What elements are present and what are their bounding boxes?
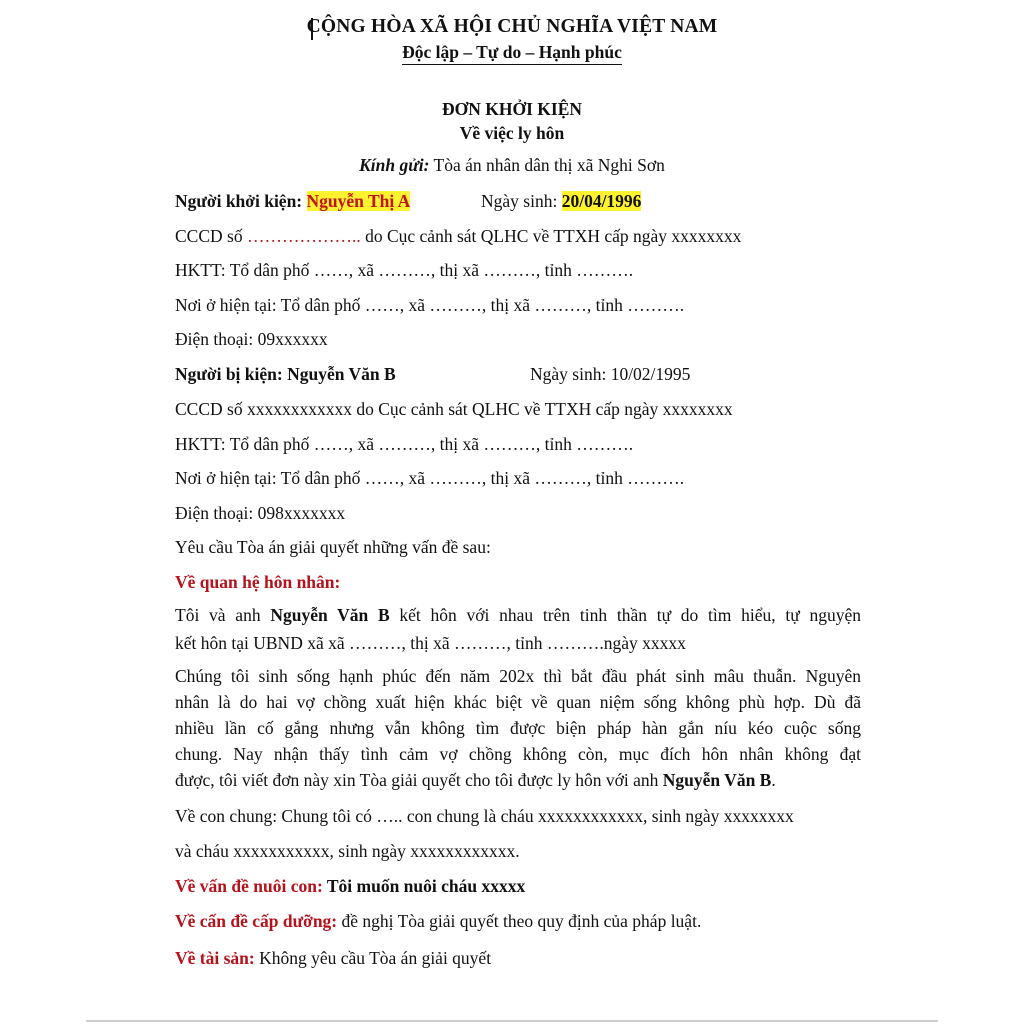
- marriage-heading: Về quan hệ hôn nhân:: [175, 572, 341, 592]
- plaintiff-line: [175, 190, 410, 212]
- marriage-p1-text-a: Tôi và anh: [175, 605, 271, 625]
- defendant-id-line: CCCD số xxxxxxxxxxxx do Cục cảnh sát QLHC về TTXH cấp ngày xxxxxxxx: [175, 399, 733, 419]
- defendant-phone: Điện thoại: 098xxxxxxx: [175, 503, 346, 523]
- support-heading: Về cấn đề cấp dưỡng:: [175, 911, 338, 931]
- plaintiff-id-line: [175, 225, 741, 247]
- marriage-p2-line1: Chúng tôi sinh sống hạnh phúc đến năm 202x thì bắt đầu phát sinh mâu thuẫn. Nguyên: [175, 666, 861, 686]
- property-heading: Về tài sản:: [175, 948, 255, 968]
- marriage-p2-line4: chung. Nay nhận thấy tình cảm vợ chồng không còn, mục đích hôn nhân không đạt: [175, 744, 861, 764]
- marriage-p1-line1: [175, 604, 861, 626]
- plaintiff-id-suffix: do Cục cảnh sát QLHC về TTXH cấp ngày xxxxxxxx: [360, 226, 742, 246]
- plaintiff-phone: Điện thoại: 09xxxxxx: [175, 329, 328, 349]
- property-line: [175, 947, 491, 969]
- marriage-p2-text-a: được, tôi viết đơn này xin Tòa giải quyết cho tôi được ly hôn với anh: [175, 770, 663, 790]
- custody-heading: Về vấn đề nuôi con:: [175, 876, 323, 896]
- page-bottom-rule: [86, 1020, 938, 1022]
- plaintiff-dob-value: 20/04/1996: [561, 191, 642, 211]
- children-line1: Về con chung: Chung tôi có ….. con chung là cháu xxxxxxxxxxxx, sinh ngày xxxxxxxx: [175, 806, 794, 826]
- property-value: Không yêu cầu Tòa án giải quyết: [254, 948, 492, 968]
- marriage-p1-line2: kết hôn tại UBND xã xã ………, thị xã ………, tỉnh ……….ngày xxxxx: [175, 633, 686, 653]
- marriage-p2-line2: nhân là do hai vợ chồng xuất hiện khác biệt về quan niệm sống không phù hợp. Dù đã: [175, 692, 861, 712]
- plaintiff-hktt: HKTT: Tổ dân phố ……, xã ………, thị xã ………, tỉnh ……….: [175, 260, 634, 280]
- plaintiff-name: Nguyễn Thị A: [306, 191, 411, 211]
- document-title: ĐƠN KHỞI KIỆN: [441, 99, 583, 119]
- national-header: CỘNG HÒA XÃ HỘI CHỦ NGHĨA VIỆT NAM: [306, 16, 718, 37]
- motto-text: Độc lập – Tự do – Hạnh phúc: [402, 41, 622, 65]
- plaintiff-dob-label: Ngày sinh:: [481, 191, 558, 211]
- recipient-value: Tòa án nhân dân thị xã Nghi Sơn: [433, 155, 665, 175]
- national-motto: [0, 41, 1024, 65]
- defendant-dob: Ngày sinh: 10/02/1995: [530, 364, 691, 384]
- document-subtitle: Về việc ly hôn: [459, 123, 565, 143]
- marriage-p2-line3: nhiều lần cố gắng nhưng vẫn không tìm được biện pháp hàn gắn níu kéo cuộc sống: [175, 718, 861, 738]
- defendant-hktt: HKTT: Tổ dân phố ……, xã ………, thị xã ………, tỉnh ……….: [175, 434, 634, 454]
- plaintiff-residence: Nơi ở hiện tại: Tổ dân phố ……, xã ………, thị xã ………, tỉnh ……….: [175, 295, 685, 315]
- custody-value: Tôi muốn nuôi cháu xxxxx: [322, 876, 526, 896]
- marriage-p2-text-c: .: [771, 770, 776, 790]
- defendant-label: Người bị kiện: Nguyễn Văn B: [175, 364, 396, 384]
- custody-line: [175, 875, 525, 897]
- plaintiff-dob: [481, 190, 641, 212]
- plaintiff-id-prefix: CCCD số: [175, 226, 247, 246]
- support-line: [175, 910, 701, 932]
- request-intro: Yêu cầu Tòa án giải quyết những vấn đề sau:: [175, 537, 491, 557]
- support-value: đề nghị Tòa giải quyết theo quy định của pháp luật.: [337, 911, 702, 931]
- recipient-label: Kính gửi:: [359, 155, 430, 175]
- defendant-residence: Nơi ở hiện tại: Tổ dân phố ……, xã ………, thị xã ………, tỉnh ……….: [175, 468, 685, 488]
- children-line2: và cháu xxxxxxxxxxx, sinh ngày xxxxxxxxxxxx.: [175, 841, 520, 861]
- marriage-p2-line5: [175, 769, 776, 791]
- marriage-p2-name: Nguyễn Văn B: [662, 770, 772, 790]
- recipient-line: [0, 154, 1024, 176]
- plaintiff-id-dots: ………………..: [246, 226, 361, 246]
- marriage-p1-name: Nguyễn Văn B: [270, 605, 390, 625]
- marriage-p1-text-c: kết hôn với nhau trên tinh thần tự do tìm hiểu, tự nguyện: [389, 605, 861, 625]
- plaintiff-label: Người khởi kiện:: [175, 191, 303, 211]
